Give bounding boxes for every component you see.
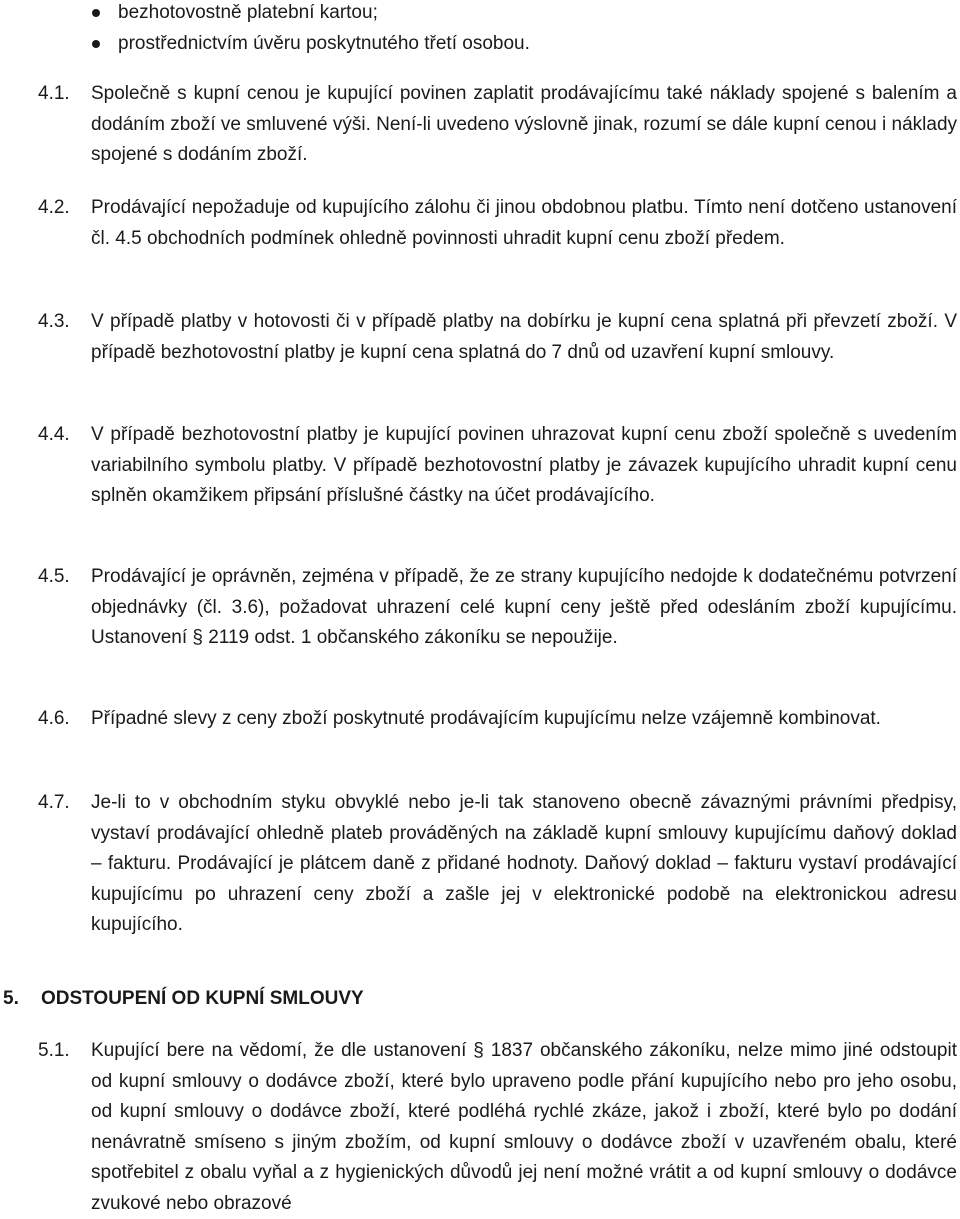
section-heading xyxy=(3,984,364,1014)
clause-number: 4.4. xyxy=(38,424,70,445)
bullet-icon xyxy=(92,40,100,48)
clause-text: Společně s kupní cenou je kupující povinen zaplatit prodávajícímu také náklady spojené s balením a dodáním zboží ve smluvené výši. Není-li uvedeno výslovně jinak, rozumí se dále kupní cenou i náklady spojené s dodáním zboží. xyxy=(91,83,958,165)
clause-text: Prodávající nepožaduje od kupujícího zálohu či jinou obdobnou platbu. Tímto není dotčeno ustanovení čl. 4.5 obchodních podmínek ohledně povinnosti uhradit kupní cenu zboží předem. xyxy=(91,197,957,249)
clause-text: V případě platby v hotovosti či v případě platby na dobírku je kupní cena splatná při převzetí zboží. V případě bezhotovostní platby je kupní cena splatná do 7 dnů od uzavření kupní smlouvy. xyxy=(91,311,957,363)
clause-text: Prodávající je oprávněn, zejména v případě, že ze strany kupujícího nedojde k dodatečnému potvrzení objednávky (čl. 3.6), požadovat uhrazení celé kupní ceny ještě před odesláním zboží kupujícímu. Ustanovení § 2119 odst. 1 občanského zákoníku se nepoužije. xyxy=(91,566,957,648)
clause-text: V případě bezhotovostní platby je kupující povinen uhrazovat kupní cenu zboží společně s uvedením variabilního symbolu platby. V případě bezhotovostní platby je závazek kupujícího uhradit kupní cenu splněn okamžikem připsání příslušné částky na účet prodávajícího. xyxy=(91,424,957,506)
list-item xyxy=(118,0,378,28)
list-item-text: prostřednictvím úvěru poskytnutého třetí osobou. xyxy=(118,33,530,54)
clause-text: Kupující bere na vědomí, že dle ustanovení § 1837 občanského zákoníku, nelze mimo jiné odstoupit od kupní smlouvy o dodávce zboží, které bylo upraveno podle přání kupujícího nebo pro jeho osobu, od kupní smlouvy o dodávce zboží, které podléhá rychlé zkáze, jakož i zboží, které bylo po dodání nenávratně smíseno s jiným zbožím, od kupní smlouvy o dodávce zboží v uzavřeném obalu, které spotřebitel z obalu vyňal a z hygienických důvodů jej není možné vrátit a od kupní smlouvy o dodávce zvukové nebo obrazové xyxy=(91,1040,957,1214)
clause-number: 4.5. xyxy=(38,566,70,587)
clause-number: 4.7. xyxy=(38,792,70,813)
clause-number: 4.3. xyxy=(38,311,70,332)
bullet-icon xyxy=(92,9,100,17)
clause-number: 5.1. xyxy=(38,1040,70,1061)
clause-text: Případné slevy z ceny zboží poskytnuté prodávajícím kupujícímu nelze vzájemně kombinovat. xyxy=(91,708,881,729)
list-item xyxy=(118,29,530,59)
clause-number: 4.2. xyxy=(38,197,70,218)
clause-text: Je-li to v obchodním styku obvyklé nebo je-li tak stanoveno obecně závaznými právními předpisy, vystaví prodávající ohledně plateb prováděných na základě kupní smlouvy kupujícímu daňový doklad – fakturu. Prodávající je plátcem daně z přidané hodnoty. Daňový doklad – fakturu vystaví prodávající kupujícímu po uhrazení ceny zboží a zašle jej v elektronické podobě na elektronickou adresu kupujícího. xyxy=(91,792,957,935)
list-item-text: bezhotovostně platební kartou; xyxy=(118,2,378,23)
clause-number: 4.6. xyxy=(38,708,70,729)
section-title: ODSTOUPENÍ OD KUPNÍ SMLOUVY xyxy=(41,988,364,1009)
clause-number: 4.1. xyxy=(38,83,70,104)
section-number: 5. xyxy=(3,988,19,1009)
